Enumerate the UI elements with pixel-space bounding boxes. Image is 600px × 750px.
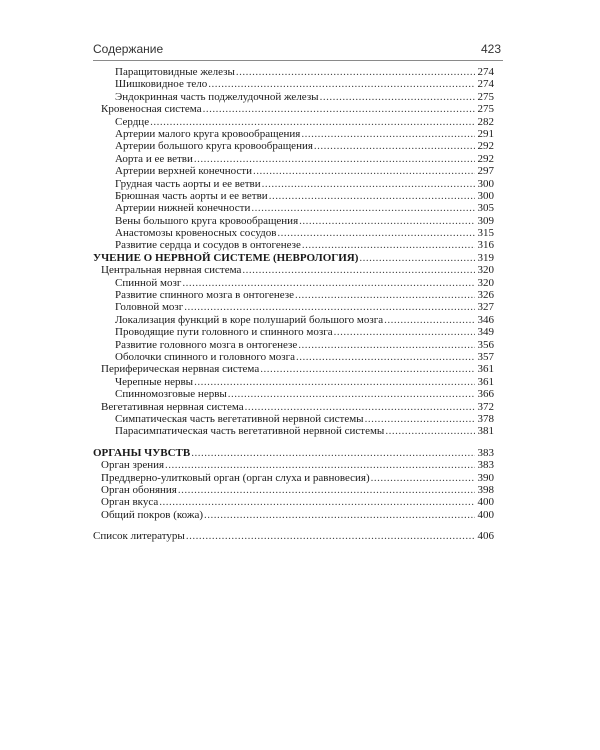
dot-leader (301, 128, 475, 140)
dot-leader (385, 425, 475, 437)
toc-entry-page: 320 (477, 264, 494, 277)
toc-entry[interactable] (93, 165, 494, 177)
toc-entry[interactable] (93, 376, 494, 388)
toc-entry-title: Локализация функций в коре полушарий большого мозга (115, 313, 384, 326)
toc-entry[interactable] (93, 401, 494, 413)
toc-entry[interactable] (93, 425, 494, 437)
running-header (93, 38, 503, 61)
toc-entry[interactable] (93, 326, 494, 338)
running-header-title: Содержание (93, 42, 164, 56)
toc-entry-title: Преддверно-улитковый орган (орган слуха и равновесия) (101, 471, 370, 484)
toc-entry-title: ОРГАНЫ ЧУВСТВ (93, 446, 191, 459)
toc-entry-title: Центральная нервная система (101, 264, 242, 277)
toc-entry[interactable] (93, 227, 494, 239)
dot-leader (245, 401, 475, 413)
toc-entry-page: 390 (477, 471, 494, 484)
toc-entry[interactable] (93, 264, 494, 276)
toc-entry-page: 274 (477, 66, 494, 78)
dot-leader (298, 339, 475, 351)
toc-entry[interactable] (93, 190, 494, 202)
toc-entry-title: Вегетативная нервная система (101, 400, 244, 413)
toc-entry-title: Черепные нервы (115, 375, 194, 388)
toc-entry-title: Анастомозы кровеносных сосудов (115, 227, 277, 240)
toc-entry-page: 300 (477, 177, 494, 190)
dot-leader (334, 326, 475, 338)
toc-entry-title: Развитие спинного мозга в онтогенезе (115, 289, 294, 302)
dot-leader (159, 496, 475, 508)
toc-entry-title: Аорта и ее ветви (115, 152, 193, 165)
page-number: 423 (480, 42, 501, 56)
toc-entry-page: 282 (477, 115, 494, 128)
toc-entry-title: Головной мозг (115, 301, 184, 314)
toc-entry-title: УЧЕНИЕ О НЕРВНОЙ СИСТЕМЕ (НЕВРОЛОГИЯ) (93, 251, 359, 264)
toc-entry-page: 381 (477, 425, 494, 438)
toc-entry-page: 316 (477, 239, 494, 252)
toc-entry-title: Парасимпатическая часть вегетативной нервной системы (115, 425, 385, 438)
toc-entry-title: Спинной мозг (115, 276, 182, 289)
dot-leader (320, 91, 475, 103)
toc-entry[interactable] (93, 140, 494, 152)
dot-leader (182, 277, 475, 289)
toc-entry-page: 291 (477, 127, 494, 140)
dot-leader (277, 227, 475, 239)
toc-entry-page: 326 (477, 289, 494, 302)
dot-leader (236, 66, 475, 78)
toc-entry[interactable] (93, 78, 494, 90)
toc-entry[interactable] (93, 301, 494, 313)
toc-entry-page: 356 (477, 338, 494, 351)
toc-entry[interactable] (93, 472, 494, 484)
toc-entry-page: 400 (477, 508, 494, 521)
dot-leader (191, 447, 475, 459)
toc-entry-page: 361 (477, 363, 494, 376)
toc-entry[interactable] (93, 314, 494, 326)
toc-entry[interactable] (93, 215, 494, 227)
toc-entry[interactable] (93, 530, 494, 542)
toc-entry[interactable] (93, 459, 494, 471)
toc-entry[interactable] (93, 202, 494, 214)
toc-entry-page: 383 (477, 459, 494, 472)
toc-entry-page: 275 (477, 103, 494, 116)
dot-leader (359, 252, 475, 264)
dot-leader (296, 351, 475, 363)
toc-entry[interactable] (93, 413, 494, 425)
toc-entry-page: 357 (477, 350, 494, 363)
toc-entry-page: 349 (477, 326, 494, 339)
toc-entry-page: 300 (477, 189, 494, 202)
toc-entry-title: Брюшная часть аорты и ее ветви (115, 189, 268, 202)
dot-leader (194, 376, 475, 388)
toc-entry-title: Орган обоняния (101, 483, 177, 496)
dot-leader (371, 472, 475, 484)
toc-entry[interactable] (93, 116, 494, 128)
dot-leader (178, 484, 475, 496)
toc-entry-title: Грудная часть аорты и ее ветви (115, 177, 261, 190)
toc-entry[interactable] (93, 351, 494, 363)
dot-leader (260, 363, 475, 375)
toc-entry-page: 406 (477, 530, 494, 543)
dot-leader (302, 239, 475, 251)
toc-entry-title: Оболочки спинного и головного мозга (115, 350, 296, 363)
dot-leader (203, 103, 475, 115)
toc-entry-title: Кровеносная система (101, 103, 202, 116)
toc-entry[interactable] (93, 509, 494, 521)
dot-leader (314, 140, 475, 152)
toc-entry-page: 274 (477, 78, 494, 91)
section-gap (93, 521, 494, 530)
toc-entry-page: 315 (477, 227, 494, 240)
toc-entry-page: 319 (477, 251, 494, 264)
toc-entry-title: Сердце (115, 115, 150, 128)
dot-leader (150, 116, 475, 128)
toc-entry-page: 320 (477, 276, 494, 289)
toc-entry-page: 398 (477, 483, 494, 496)
toc-entry-title: Орган вкуса (101, 496, 159, 509)
toc-entry[interactable] (93, 496, 494, 508)
toc-entry-page: 400 (477, 496, 494, 509)
toc-entry-page: 292 (477, 152, 494, 165)
toc-entry-page: 346 (477, 313, 494, 326)
dot-leader (186, 530, 475, 542)
toc-entry-title: Вены большого круга кровообращения (115, 214, 299, 227)
toc-entry-title: Периферическая нервная система (101, 363, 260, 376)
toc-entry[interactable] (93, 103, 494, 115)
toc-entry-title: Спинномозговые нервы (115, 388, 227, 401)
toc-entry-page: 327 (477, 301, 494, 314)
toc-entry[interactable] (93, 339, 494, 351)
dot-leader (165, 459, 475, 471)
toc-entry[interactable] (93, 484, 494, 496)
toc-entry-title: Артерии малого круга кровообращения (115, 127, 301, 140)
toc-entry-title: Артерии нижней конечности (115, 202, 251, 215)
dot-leader (365, 413, 475, 425)
dot-leader (208, 78, 475, 90)
toc-entry[interactable] (93, 239, 494, 251)
toc-entry-title: Проводящие пути головного и спинного мозга (115, 326, 333, 339)
dot-leader (228, 388, 475, 400)
dot-leader (262, 178, 475, 190)
dot-leader (253, 165, 475, 177)
toc-entry[interactable] (93, 91, 494, 103)
toc-entry-page: 305 (477, 202, 494, 215)
toc-entry-page: 292 (477, 140, 494, 153)
toc-entry-title: Общий покров (кожа) (101, 508, 204, 521)
dot-leader (242, 264, 475, 276)
dot-leader (384, 314, 475, 326)
toc-entry[interactable] (93, 153, 494, 165)
toc-entry-title: Симпатическая часть вегетативной нервной системы (115, 412, 364, 425)
dot-leader (295, 289, 475, 301)
toc-entry[interactable] (93, 447, 494, 459)
toc-entry-page: 361 (477, 375, 494, 388)
toc-entry[interactable] (93, 363, 494, 375)
toc-entry[interactable] (93, 388, 494, 400)
toc-entry-title: Шишковидное тело (115, 78, 208, 91)
toc-entry-title: Артерии большого круга кровообращения (115, 140, 313, 153)
dot-leader (184, 301, 475, 313)
toc-entry-page: 378 (477, 412, 494, 425)
toc-entry[interactable] (93, 277, 494, 289)
toc-entry-title: Список литературы (93, 530, 185, 543)
toc-entry[interactable] (93, 128, 494, 140)
toc-entry-title: Развитие головного мозга в онтогенезе (115, 338, 298, 351)
toc-entry-page: 372 (477, 400, 494, 413)
toc-entry-page: 309 (477, 214, 494, 227)
table-of-contents (93, 66, 494, 542)
dot-leader (299, 215, 475, 227)
dot-leader (269, 190, 475, 202)
section-gap (93, 438, 494, 447)
toc-entry[interactable] (93, 252, 494, 264)
toc-entry-page: 275 (477, 90, 494, 103)
dot-leader (194, 153, 475, 165)
dot-leader (204, 509, 475, 521)
toc-entry-page: 297 (477, 165, 494, 178)
toc-entry-page: 366 (477, 388, 494, 401)
toc-entry-title: Эндокринная часть поджелудочной железы (115, 90, 319, 103)
toc-entry-title: Развитие сердца и сосудов в онтогенезе (115, 239, 301, 252)
toc-entry-page: 383 (477, 446, 494, 459)
dot-leader (251, 202, 475, 214)
toc-entry-title: Орган зрения (101, 459, 165, 472)
toc-entry[interactable] (93, 178, 494, 190)
toc-entry-title: Паращитовидные железы (115, 66, 235, 78)
toc-entry[interactable] (93, 289, 494, 301)
toc-entry[interactable] (93, 66, 494, 78)
toc-entry-title: Артерии верхней конечности (115, 165, 252, 178)
